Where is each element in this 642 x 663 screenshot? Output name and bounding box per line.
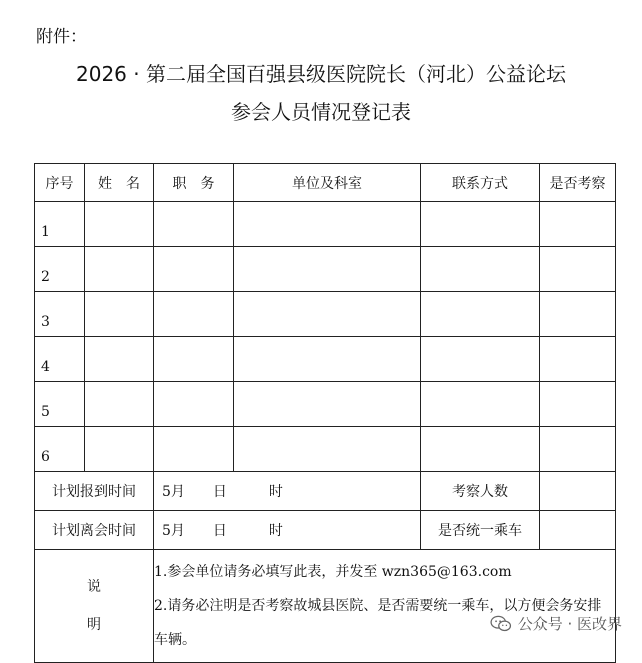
watermark xyxy=(490,613,622,634)
unit-cell[interactable] xyxy=(234,202,421,247)
unit-cell[interactable] xyxy=(234,292,421,337)
position-cell[interactable] xyxy=(154,247,234,292)
contact-cell[interactable] xyxy=(421,202,540,247)
note-line-1: 1.参会单位请务必填写此表，并发至 wzn365@163.com xyxy=(154,564,512,580)
inspect-count-label: 考察人数 xyxy=(421,472,540,511)
table-row xyxy=(35,427,616,472)
departure-row xyxy=(35,511,616,550)
notes-body xyxy=(154,550,616,663)
notes-label-char-1: 说 xyxy=(87,579,101,595)
note-line-2: 2.请务必注明是否考察故城县医院、是否需要统一乘车，以方便会务安排车辆。 xyxy=(154,598,602,648)
arrival-row xyxy=(35,472,616,511)
inspect-cell[interactable] xyxy=(540,247,616,292)
attachment-label: 附件： xyxy=(36,27,87,47)
name-cell[interactable] xyxy=(85,427,154,472)
inspect-cell[interactable] xyxy=(540,427,616,472)
table-row xyxy=(35,337,616,382)
header-cell-unit: 单位及科室 xyxy=(234,164,421,202)
arrival-time-field[interactable]: 5月 日 时 xyxy=(154,472,421,511)
contact-cell[interactable] xyxy=(421,427,540,472)
inspect-cell[interactable] xyxy=(540,292,616,337)
inspect-cell[interactable] xyxy=(540,382,616,427)
row-number: 6 xyxy=(35,427,85,472)
position-cell[interactable] xyxy=(154,427,234,472)
header-cell-position: 职 务 xyxy=(154,164,234,202)
registration-table xyxy=(34,163,616,663)
table-row xyxy=(35,292,616,337)
unit-cell[interactable] xyxy=(234,427,421,472)
name-cell[interactable] xyxy=(85,337,154,382)
table-row xyxy=(35,202,616,247)
row-number: 1 xyxy=(35,202,85,247)
watermark-text: 公众号 · 医改界 xyxy=(517,615,622,633)
header-cell-index: 序号 xyxy=(35,164,85,202)
name-cell[interactable] xyxy=(85,382,154,427)
row-number: 4 xyxy=(35,337,85,382)
departure-label: 计划离会时间 xyxy=(35,511,154,550)
contact-cell[interactable] xyxy=(421,247,540,292)
row-number: 2 xyxy=(35,247,85,292)
row-number: 5 xyxy=(35,382,85,427)
position-cell[interactable] xyxy=(154,337,234,382)
unit-cell[interactable] xyxy=(234,382,421,427)
arrival-label: 计划报到时间 xyxy=(35,472,154,511)
table-header-row xyxy=(35,164,616,202)
departure-time-field[interactable]: 5月 日 时 xyxy=(154,511,421,550)
row-number: 3 xyxy=(35,292,85,337)
inspect-cell[interactable] xyxy=(540,337,616,382)
contact-cell[interactable] xyxy=(421,382,540,427)
header-cell-name: 姓 名 xyxy=(85,164,154,202)
shuttle-label: 是否统一乘车 xyxy=(421,511,540,550)
inspect-count-field[interactable] xyxy=(540,472,616,511)
notes-row xyxy=(35,550,616,663)
inspect-cell[interactable] xyxy=(540,202,616,247)
position-cell[interactable] xyxy=(154,292,234,337)
position-cell[interactable] xyxy=(154,382,234,427)
unit-cell[interactable] xyxy=(234,247,421,292)
header-cell-inspect: 是否考察 xyxy=(540,164,616,202)
unit-cell[interactable] xyxy=(234,337,421,382)
table-row xyxy=(35,247,616,292)
notes-label-char-2: 明 xyxy=(87,617,101,633)
name-cell[interactable] xyxy=(85,292,154,337)
page-title: 2026 · 第二届全国百强县级医院院长（河北）公益论坛 xyxy=(76,62,566,86)
contact-cell[interactable] xyxy=(421,292,540,337)
contact-cell[interactable] xyxy=(421,337,540,382)
name-cell[interactable] xyxy=(85,247,154,292)
position-cell[interactable] xyxy=(154,202,234,247)
page-subtitle: 参会人员情况登记表 xyxy=(231,100,411,124)
wechat-icon xyxy=(490,615,512,633)
header-cell-contact: 联系方式 xyxy=(421,164,540,202)
notes-label xyxy=(35,550,154,663)
table-row xyxy=(35,382,616,427)
name-cell[interactable] xyxy=(85,202,154,247)
shuttle-field[interactable] xyxy=(540,511,616,550)
